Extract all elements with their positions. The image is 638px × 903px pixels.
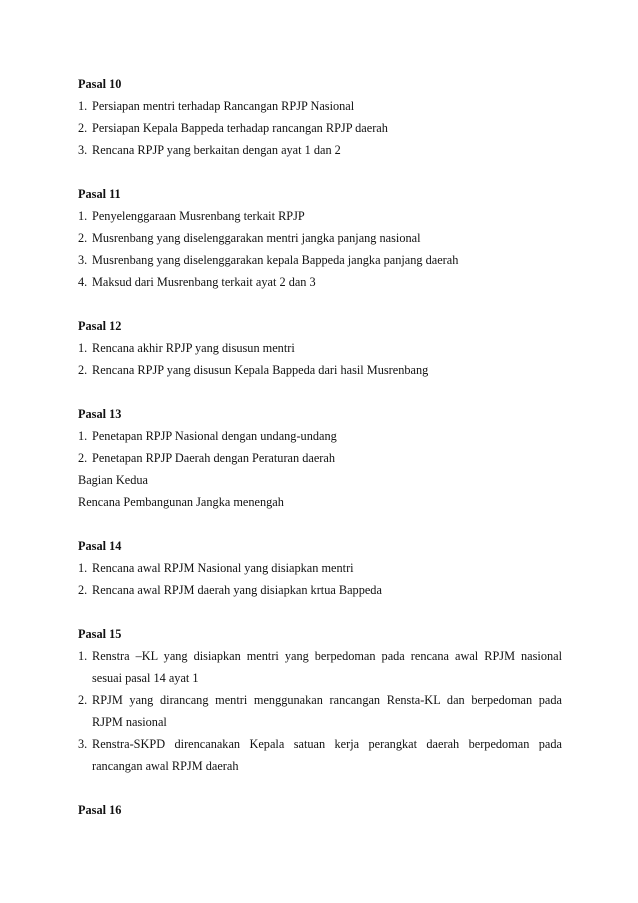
list-item <box>78 205 562 227</box>
item-number: 2. <box>78 363 88 377</box>
item-text: Penetapan RPJP Nasional dengan undang-undang <box>92 429 337 443</box>
item-number: 4. <box>78 275 88 289</box>
item-text: Musrenbang yang diselenggarakan mentri jangka panjang nasional <box>92 231 421 245</box>
item-number: 2. <box>78 121 88 135</box>
item-text: Rencana akhir RPJP yang disusun mentri <box>92 341 295 355</box>
item-number: 3. <box>78 143 88 157</box>
section-heading: Pasal 15 <box>78 627 122 641</box>
item-number: 3. <box>78 253 88 267</box>
section-pasal-13 <box>78 403 562 513</box>
item-text: Persiapan Kepala Bappeda terhadap rancangan RPJP daerah <box>92 121 388 135</box>
list-item <box>78 447 562 469</box>
item-number: 2. <box>78 583 88 597</box>
list-item <box>78 95 562 117</box>
item-number: 2. <box>78 693 88 707</box>
part-subtitle: Rencana Pembangunan Jangka menengah <box>78 495 284 509</box>
item-text: Rencana awal RPJM Nasional yang disiapkan mentri <box>92 561 354 575</box>
item-number: 3. <box>78 737 88 751</box>
item-text: Renstra-SKPD direncanakan Kepala satuan kerja perangkat daerah berpedoman pada rancangan awal RPJM daerah <box>92 737 562 773</box>
item-text: Musrenbang yang diselenggarakan kepala Bappeda jangka panjang daerah <box>92 253 459 267</box>
list-item <box>78 425 562 447</box>
section-pasal-15 <box>78 623 562 777</box>
list-item <box>78 579 562 601</box>
list-item <box>78 139 562 161</box>
item-number: 1. <box>78 99 88 113</box>
list-item <box>78 227 562 249</box>
section-pasal-12 <box>78 315 562 381</box>
item-text: Renstra –KL yang disiapkan mentri yang berpedoman pada rencana awal RPJM nasional sesuai pasal 14 ayat 1 <box>92 649 562 685</box>
list-item <box>78 359 562 381</box>
section-heading: Pasal 13 <box>78 407 122 421</box>
part-title: Bagian Kedua <box>78 473 148 487</box>
item-number: 1. <box>78 649 88 663</box>
document-content <box>78 73 562 843</box>
section-heading: Pasal 10 <box>78 77 122 91</box>
item-number: 1. <box>78 429 88 443</box>
list-item <box>78 733 562 777</box>
item-text: Penyelenggaraan Musrenbang terkait RPJP <box>92 209 305 223</box>
item-text: Rencana awal RPJM daerah yang disiapkan krtua Bappeda <box>92 583 382 597</box>
section-heading: Pasal 14 <box>78 539 122 553</box>
item-number: 1. <box>78 561 88 575</box>
list-item <box>78 117 562 139</box>
item-text: Persiapan mentri terhadap Rancangan RPJP Nasional <box>92 99 355 113</box>
item-number: 1. <box>78 209 88 223</box>
item-text: Rencana RPJP yang disusun Kepala Bappeda dari hasil Musrenbang <box>92 363 429 377</box>
list-item <box>78 689 562 733</box>
section-pasal-16 <box>78 799 562 821</box>
item-text: RPJM yang dirancang mentri menggunakan rancangan Rensta-KL dan berpedoman pada RJPM nasional <box>92 693 562 729</box>
item-text: Maksud dari Musrenbang terkait ayat 2 dan 3 <box>92 275 316 289</box>
section-heading: Pasal 11 <box>78 187 121 201</box>
list-item <box>78 337 562 359</box>
section-pasal-14 <box>78 535 562 601</box>
item-text: Penetapan RPJP Daerah dengan Peraturan daerah <box>92 451 336 465</box>
list-item <box>78 249 562 271</box>
list-item <box>78 557 562 579</box>
section-pasal-10 <box>78 73 562 161</box>
item-text: Rencana RPJP yang berkaitan dengan ayat 1 dan 2 <box>92 143 341 157</box>
section-pasal-11 <box>78 183 562 293</box>
section-heading: Pasal 12 <box>78 319 122 333</box>
section-heading: Pasal 16 <box>78 803 122 817</box>
item-number: 2. <box>78 231 88 245</box>
item-number: 1. <box>78 341 88 355</box>
item-number: 2. <box>78 451 88 465</box>
list-item <box>78 271 562 293</box>
list-item <box>78 645 562 689</box>
